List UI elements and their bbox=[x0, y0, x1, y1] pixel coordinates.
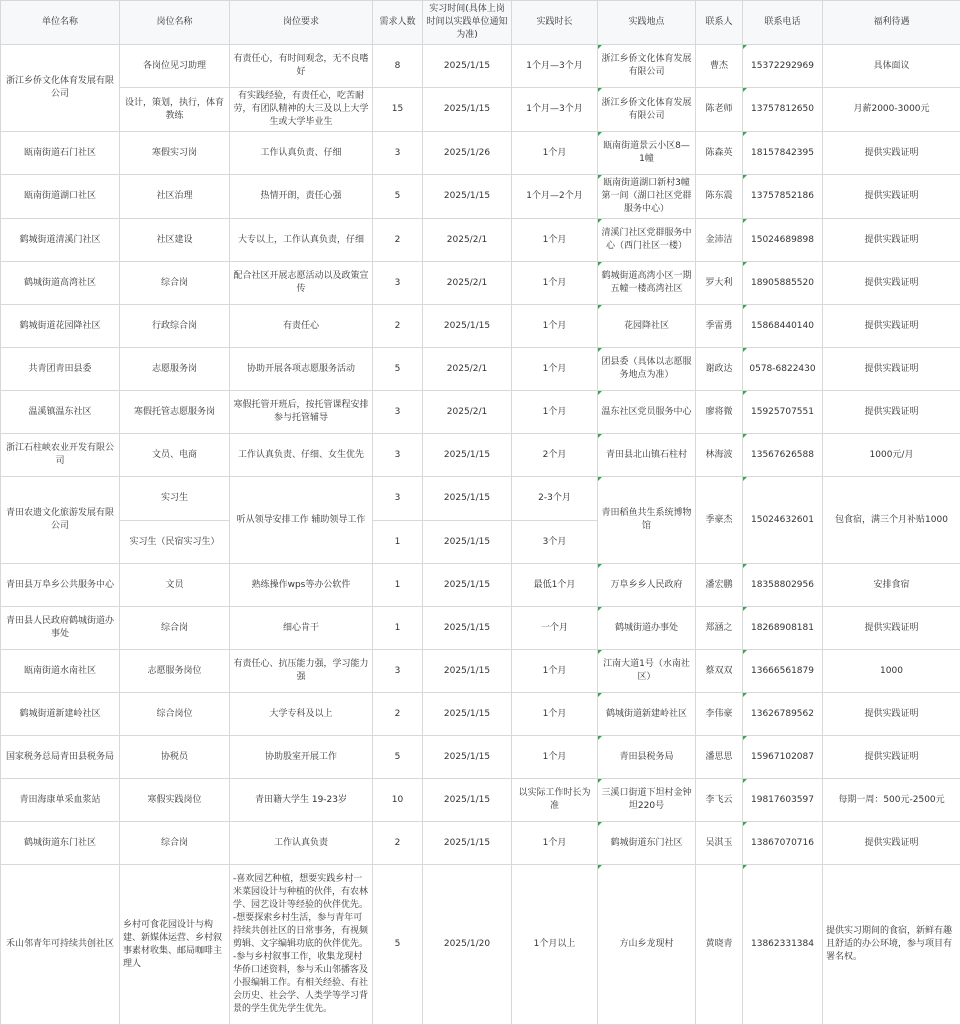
cell-time: 2025/1/15 bbox=[423, 564, 512, 607]
cell-post: 行政综合岗 bbox=[120, 305, 230, 348]
cell-post: 寒假实践岗位 bbox=[120, 779, 230, 822]
cell-unit: 国家税务总局青田县税务局 bbox=[1, 736, 120, 779]
cell-phone: 13626789562 bbox=[743, 693, 823, 736]
cell-place: 方山乡龙现村 bbox=[598, 865, 696, 1025]
cell-dur: 2-3个月 bbox=[512, 477, 598, 521]
cell-welfare: 提供实践证明 bbox=[823, 348, 960, 391]
cell-welfare: 具体面议 bbox=[823, 45, 960, 88]
cell-unit: 青田县万阜乡公共服务中心 bbox=[1, 564, 120, 607]
cell-unit: 瓯南街道水南社区 bbox=[1, 650, 120, 693]
cell-phone: 13757812650 bbox=[743, 88, 823, 132]
cell-post: 各岗位见习助理 bbox=[120, 45, 230, 88]
cell-phone: 18905885520 bbox=[743, 262, 823, 305]
table-row bbox=[1, 434, 960, 477]
table-row bbox=[1, 348, 960, 391]
cell-time: 2025/1/15 bbox=[423, 477, 512, 521]
cell-dur: 1个月 bbox=[512, 822, 598, 865]
cell-dur: 1个月—3个月 bbox=[512, 45, 598, 88]
cell-req: 细心肯干 bbox=[230, 607, 373, 650]
cell-time: 2025/1/15 bbox=[423, 607, 512, 650]
cell-place: 青田县北山镇石柱村 bbox=[598, 434, 696, 477]
cell-phone: 13567626588 bbox=[743, 434, 823, 477]
cell-post: 社区建设 bbox=[120, 219, 230, 262]
table-row bbox=[1, 564, 960, 607]
cell-post: 乡村可食花园设计与构建、新媒体运营、乡村叙事素材收集、邮局咖啡主理人 bbox=[120, 865, 230, 1025]
cell-welfare: 包食宿，满三个月补贴1000 bbox=[823, 477, 960, 564]
cell-place: 浙江乡侨文化体育发展有限公司 bbox=[598, 88, 696, 132]
cell-time: 2025/1/15 bbox=[423, 736, 512, 779]
cell-dur: 以实际工作时长为准 bbox=[512, 779, 598, 822]
header-count: 需求人数 bbox=[373, 1, 423, 45]
cell-dur: 1个月 bbox=[512, 736, 598, 779]
cell-post: 文员、电商 bbox=[120, 434, 230, 477]
cell-time: 2025/1/15 bbox=[423, 693, 512, 736]
cell-place: 鹤城街道新建岭社区 bbox=[598, 693, 696, 736]
cell-post: 协税员 bbox=[120, 736, 230, 779]
header-unit: 单位名称 bbox=[1, 1, 120, 45]
table-row bbox=[1, 45, 960, 88]
cell-phone: 15967102087 bbox=[743, 736, 823, 779]
cell-phone: 15024689898 bbox=[743, 219, 823, 262]
cell-place: 鹤城街道东门社区 bbox=[598, 822, 696, 865]
cell-contact: 陈东震 bbox=[696, 175, 743, 219]
cell-time: 2025/1/26 bbox=[423, 132, 512, 175]
cell-req: 青田籍大学生 19-23岁 bbox=[230, 779, 373, 822]
cell-contact: 吴淇玉 bbox=[696, 822, 743, 865]
header-duration: 实践时长 bbox=[512, 1, 598, 45]
cell-num: 1 bbox=[373, 521, 423, 564]
header-welfare: 福利待遇 bbox=[823, 1, 960, 45]
table-row bbox=[1, 693, 960, 736]
cell-place: 青田稻鱼共生系统博物馆 bbox=[598, 477, 696, 564]
cell-time: 2025/1/15 bbox=[423, 305, 512, 348]
cell-contact: 潘思思 bbox=[696, 736, 743, 779]
cell-unit: 鹤城街道高湾社区 bbox=[1, 262, 120, 305]
cell-phone: 15925707551 bbox=[743, 391, 823, 434]
cell-num: 3 bbox=[373, 262, 423, 305]
cell-place: 清溪门社区党群服务中心（西门社区一楼） bbox=[598, 219, 696, 262]
table-row bbox=[1, 219, 960, 262]
cell-phone: 15024632601 bbox=[743, 477, 823, 564]
cell-dur: 2个月 bbox=[512, 434, 598, 477]
table-row bbox=[1, 477, 960, 521]
cell-place: 瓯南街道湖口新村3幢第一间（湖口社区党群服务中心） bbox=[598, 175, 696, 219]
cell-welfare: 提供实践证明 bbox=[823, 132, 960, 175]
cell-num: 2 bbox=[373, 219, 423, 262]
cell-contact: 季豪杰 bbox=[696, 477, 743, 564]
cell-req: 大专以上，工作认真负责，仔细 bbox=[230, 219, 373, 262]
cell-num: 3 bbox=[373, 434, 423, 477]
cell-phone: 15868440140 bbox=[743, 305, 823, 348]
cell-welfare: 提供实践证明 bbox=[823, 262, 960, 305]
cell-dur: 1个月 bbox=[512, 693, 598, 736]
cell-post: 实习生（民宿实习生） bbox=[120, 521, 230, 564]
cell-num: 1 bbox=[373, 564, 423, 607]
cell-time: 2025/1/15 bbox=[423, 434, 512, 477]
table-row bbox=[1, 779, 960, 822]
header-place: 实践地点 bbox=[598, 1, 696, 45]
cell-num: 3 bbox=[373, 132, 423, 175]
cell-time: 2025/2/1 bbox=[423, 348, 512, 391]
cell-num: 10 bbox=[373, 779, 423, 822]
cell-post: 综合岗位 bbox=[120, 693, 230, 736]
cell-phone: 13757852186 bbox=[743, 175, 823, 219]
cell-unit: 鹤城街道花园降社区 bbox=[1, 305, 120, 348]
cell-place: 三溪口街道下坦村金钟坦220号 bbox=[598, 779, 696, 822]
header-post: 岗位名称 bbox=[120, 1, 230, 45]
cell-req: 工作认真负责、仔细 bbox=[230, 132, 373, 175]
header-row bbox=[1, 1, 960, 45]
cell-phone: 15372292969 bbox=[743, 45, 823, 88]
table-row bbox=[1, 132, 960, 175]
cell-unit: 鹤城街道新建岭社区 bbox=[1, 693, 120, 736]
cell-welfare: 提供实践证明 bbox=[823, 219, 960, 262]
cell-dur: 1个月 bbox=[512, 262, 598, 305]
cell-req: 听从领导安排工作 辅助领导工作 bbox=[230, 477, 373, 564]
cell-req: 配合社区开展志愿活动以及政策宣传 bbox=[230, 262, 373, 305]
cell-place: 万阜乡乡人民政府 bbox=[598, 564, 696, 607]
header-contact: 联系人 bbox=[696, 1, 743, 45]
cell-unit: 瓯南街道湖口社区 bbox=[1, 175, 120, 219]
cell-welfare: 月薪2000-3000元 bbox=[823, 88, 960, 132]
cell-phone: 13862331384 bbox=[743, 865, 823, 1025]
cell-num: 3 bbox=[373, 477, 423, 521]
cell-place: 瓯南街道景云小区8—1幢 bbox=[598, 132, 696, 175]
cell-welfare: 提供实习期间的食宿，新鲜有趣且舒适的办公环境，参与项目有署名权。 bbox=[823, 865, 960, 1025]
cell-contact: 陈森英 bbox=[696, 132, 743, 175]
cell-req: 工作认真负责 bbox=[230, 822, 373, 865]
cell-contact: 谢政达 bbox=[696, 348, 743, 391]
cell-dur: 1个月 bbox=[512, 132, 598, 175]
cell-contact: 李伟豪 bbox=[696, 693, 743, 736]
cell-req: 有责任心 bbox=[230, 305, 373, 348]
cell-dur: 1个月 bbox=[512, 391, 598, 434]
cell-post: 设计，策划，执行，体育教练 bbox=[120, 88, 230, 132]
table-row bbox=[1, 305, 960, 348]
cell-req: -喜欢园艺种植，想要实践乡村一米菜园设计与种植的伙伴，有农林学、园艺设计等经验的伙伴优先。-想要探索乡村生活，参与青年可持续共创社区的日常事务，有视频剪辑、文字编辑功底的伙伴优先。-参与乡村叙事工作，收集龙现村华侨口述资料，参与禾山邻播客及小报编辑工作。有相关经验、有社会历史、社会学、人类学等学习背景的学生优先学生优先。 bbox=[230, 865, 373, 1025]
cell-num: 2 bbox=[373, 693, 423, 736]
cell-time: 2025/1/15 bbox=[423, 822, 512, 865]
cell-welfare: 1000 bbox=[823, 650, 960, 693]
cell-phone: 13666561879 bbox=[743, 650, 823, 693]
cell-dur: 一个月 bbox=[512, 607, 598, 650]
table-row bbox=[1, 736, 960, 779]
cell-dur: 1个月—3个月 bbox=[512, 88, 598, 132]
cell-num: 1 bbox=[373, 607, 423, 650]
cell-req: 大学专科及以上 bbox=[230, 693, 373, 736]
cell-contact: 郑涵之 bbox=[696, 607, 743, 650]
cell-req: 熟练操作wps等办公软件 bbox=[230, 564, 373, 607]
cell-contact: 罗大利 bbox=[696, 262, 743, 305]
cell-contact: 廖将微 bbox=[696, 391, 743, 434]
cell-post: 寒假托管志愿服务岗 bbox=[120, 391, 230, 434]
table-row bbox=[1, 262, 960, 305]
cell-welfare: 提供实践证明 bbox=[823, 822, 960, 865]
cell-time: 2025/1/15 bbox=[423, 175, 512, 219]
cell-phone: 19817603597 bbox=[743, 779, 823, 822]
cell-welfare: 提供实践证明 bbox=[823, 305, 960, 348]
cell-req: 工作认真负责、仔细、女生优先 bbox=[230, 434, 373, 477]
cell-num: 8 bbox=[373, 45, 423, 88]
table-row bbox=[1, 88, 960, 132]
cell-welfare: 每期一周：500元-2500元 bbox=[823, 779, 960, 822]
cell-num: 2 bbox=[373, 305, 423, 348]
cell-unit: 共青团青田县委 bbox=[1, 348, 120, 391]
cell-req: 协助开展各项志愿服务活动 bbox=[230, 348, 373, 391]
cell-contact: 潘宏鹏 bbox=[696, 564, 743, 607]
cell-post: 实习生 bbox=[120, 477, 230, 521]
cell-welfare: 提供实践证明 bbox=[823, 391, 960, 434]
cell-contact: 林海波 bbox=[696, 434, 743, 477]
header-phone: 联系电话 bbox=[743, 1, 823, 45]
cell-contact: 陈老师 bbox=[696, 88, 743, 132]
cell-welfare: 提供实践证明 bbox=[823, 736, 960, 779]
cell-place: 鹤城街道办事处 bbox=[598, 607, 696, 650]
table-row bbox=[1, 822, 960, 865]
cell-req: 有实践经验，有责任心，吃苦耐劳，有团队精神的大三及以上大学生或大学毕业生 bbox=[230, 88, 373, 132]
cell-contact: 曹杰 bbox=[696, 45, 743, 88]
cell-num: 5 bbox=[373, 175, 423, 219]
cell-dur: 3个月 bbox=[512, 521, 598, 564]
cell-dur: 1个月 bbox=[512, 650, 598, 693]
cell-unit: 鹤城街道清溪门社区 bbox=[1, 219, 120, 262]
cell-contact: 李飞云 bbox=[696, 779, 743, 822]
cell-num: 5 bbox=[373, 736, 423, 779]
cell-contact: 金沛洁 bbox=[696, 219, 743, 262]
cell-num: 15 bbox=[373, 88, 423, 132]
cell-phone: 0578-6822430 bbox=[743, 348, 823, 391]
cell-contact: 季雷勇 bbox=[696, 305, 743, 348]
table-row bbox=[1, 175, 960, 219]
cell-post: 综合岗 bbox=[120, 822, 230, 865]
cell-contact: 黄晓青 bbox=[696, 865, 743, 1025]
cell-welfare: 提供实践证明 bbox=[823, 175, 960, 219]
cell-time: 2025/1/15 bbox=[423, 45, 512, 88]
cell-time: 2025/1/15 bbox=[423, 650, 512, 693]
cell-place: 青田县税务局 bbox=[598, 736, 696, 779]
cell-post: 志愿服务岗 bbox=[120, 348, 230, 391]
table-row bbox=[1, 607, 960, 650]
cell-unit: 浙江石柱峡农业开发有限公司 bbox=[1, 434, 120, 477]
cell-dur: 最低1个月 bbox=[512, 564, 598, 607]
table-row bbox=[1, 650, 960, 693]
cell-post: 综合岗 bbox=[120, 607, 230, 650]
cell-phone: 13867070716 bbox=[743, 822, 823, 865]
cell-place: 浙江乡侨文化体育发展有限公司 bbox=[598, 45, 696, 88]
header-requirement: 岗位要求 bbox=[230, 1, 373, 45]
cell-place: 鹤城街道高湾小区一期五幢一楼高湾社区 bbox=[598, 262, 696, 305]
cell-time: 2025/1/15 bbox=[423, 521, 512, 564]
cell-req: 寒假托管开班后，按托管课程安排参与托管辅导 bbox=[230, 391, 373, 434]
cell-req: 有责任心，有时间观念，无不良嗜好 bbox=[230, 45, 373, 88]
cell-num: 5 bbox=[373, 865, 423, 1025]
cell-req: 有责任心、抗压能力强，学习能力强 bbox=[230, 650, 373, 693]
header-time: 实习时间(具体上岗时间以实践单位通知为准) bbox=[423, 1, 512, 45]
cell-place: 江南大道1号（水南社区） bbox=[598, 650, 696, 693]
cell-time: 2025/1/20 bbox=[423, 865, 512, 1025]
cell-time: 2025/2/1 bbox=[423, 219, 512, 262]
cell-phone: 18268908181 bbox=[743, 607, 823, 650]
cell-welfare: 1000元/月 bbox=[823, 434, 960, 477]
cell-post: 寒假实习岗 bbox=[120, 132, 230, 175]
cell-req: 热情开朗，责任心强 bbox=[230, 175, 373, 219]
cell-place: 温东社区党员服务中心 bbox=[598, 391, 696, 434]
cell-welfare: 提供实践证明 bbox=[823, 693, 960, 736]
cell-welfare: 安排食宿 bbox=[823, 564, 960, 607]
cell-unit: 青田农遗文化旅游发展有限公司 bbox=[1, 477, 120, 564]
cell-time: 2025/1/15 bbox=[423, 88, 512, 132]
cell-unit: 青田县人民政府鹤城街道办事处 bbox=[1, 607, 120, 650]
cell-unit: 瓯南街道石门社区 bbox=[1, 132, 120, 175]
cell-welfare: 提供实践证明 bbox=[823, 607, 960, 650]
cell-dur: 1个月 bbox=[512, 305, 598, 348]
cell-dur: 1个月 bbox=[512, 348, 598, 391]
table-row bbox=[1, 865, 960, 1025]
cell-req: 协助股室开展工作 bbox=[230, 736, 373, 779]
cell-time: 2025/1/15 bbox=[423, 779, 512, 822]
cell-dur: 1个月以上 bbox=[512, 865, 598, 1025]
cell-phone: 18358802956 bbox=[743, 564, 823, 607]
cell-dur: 1个月—2个月 bbox=[512, 175, 598, 219]
cell-place: 团县委（具体以志愿服务地点为准） bbox=[598, 348, 696, 391]
cell-num: 5 bbox=[373, 348, 423, 391]
cell-time: 2025/2/1 bbox=[423, 391, 512, 434]
table-row bbox=[1, 391, 960, 434]
cell-unit: 青田海康单采血浆站 bbox=[1, 779, 120, 822]
cell-num: 2 bbox=[373, 822, 423, 865]
cell-post: 志愿服务岗位 bbox=[120, 650, 230, 693]
cell-num: 3 bbox=[373, 650, 423, 693]
cell-unit: 鹤城街道东门社区 bbox=[1, 822, 120, 865]
cell-place: 花园降社区 bbox=[598, 305, 696, 348]
cell-unit: 浙江乡侨文化体育发展有限公司 bbox=[1, 45, 120, 132]
cell-phone: 18157842395 bbox=[743, 132, 823, 175]
cell-post: 综合岗 bbox=[120, 262, 230, 305]
cell-time: 2025/2/1 bbox=[423, 262, 512, 305]
cell-contact: 蔡双双 bbox=[696, 650, 743, 693]
cell-unit: 温溪镇温东社区 bbox=[1, 391, 120, 434]
cell-dur: 1个月 bbox=[512, 219, 598, 262]
cell-unit: 禾山邻青年可持续共创社区 bbox=[1, 865, 120, 1025]
cell-post: 社区治理 bbox=[120, 175, 230, 219]
cell-num: 3 bbox=[373, 391, 423, 434]
cell-post: 文员 bbox=[120, 564, 230, 607]
